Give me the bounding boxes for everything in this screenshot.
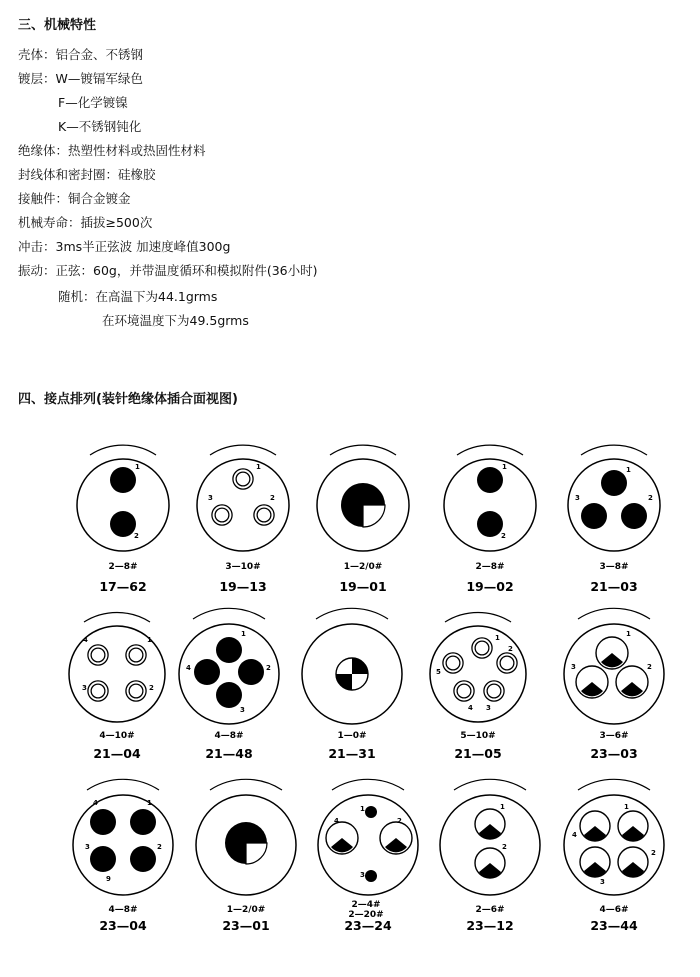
contact-spec: 2—4#	[351, 900, 381, 910]
diagram-23-44	[564, 779, 664, 933]
contact-pin	[130, 846, 156, 872]
arrangement-code: 23—24	[344, 918, 392, 933]
svg-text:1: 1	[500, 803, 505, 811]
svg-text:1: 1	[147, 636, 152, 644]
contact-pin	[110, 511, 136, 537]
contact-pin	[130, 809, 156, 835]
diagram-21-03	[568, 445, 660, 594]
contact-spec: 2—8#	[108, 562, 138, 572]
svg-text:3: 3	[240, 706, 245, 714]
arrangement-code: 19—01	[339, 579, 387, 594]
svg-text:2: 2	[134, 532, 139, 540]
arrangement-code: 21—48	[205, 746, 253, 761]
spec-line-shell: 壳体：铝合金、不锈钢	[18, 47, 144, 62]
svg-text:1: 1	[502, 463, 507, 471]
svg-text:3: 3	[571, 663, 576, 671]
contact-pin	[90, 846, 116, 872]
svg-text:1: 1	[135, 463, 140, 471]
spec-line-plating: 镀层：W—镀镉军绿色	[18, 71, 143, 86]
arrangement-code: 21—04	[93, 746, 141, 761]
contact-pin	[484, 681, 504, 701]
svg-text:1: 1	[495, 634, 500, 642]
arrangement-code: 23—03	[590, 746, 638, 761]
spec-line-plating-k: K—不锈钢钝化	[58, 119, 142, 134]
spec-line-shock: 冲击：3ms半正弦波 加速度峰值300g	[18, 239, 231, 254]
svg-text:2: 2	[266, 664, 271, 672]
svg-text:1: 1	[241, 630, 246, 638]
svg-text:9: 9	[106, 875, 111, 883]
contact-spec: 4—8#	[108, 905, 138, 915]
svg-text:4: 4	[93, 799, 98, 807]
contact-pin	[477, 467, 503, 493]
arrangement-code: 19—02	[466, 579, 514, 594]
svg-text:2: 2	[397, 817, 402, 825]
svg-text:1: 1	[626, 466, 631, 474]
svg-text:4: 4	[572, 831, 577, 839]
arrangement-code: 23—04	[99, 918, 147, 933]
contact-pin	[497, 653, 517, 673]
section-3-title: 三、机械特性	[18, 18, 97, 33]
arrangement-code: 17—62	[99, 579, 147, 594]
svg-text:2: 2	[648, 494, 653, 502]
contact-pin	[621, 503, 647, 529]
diagram-23-01	[196, 779, 296, 933]
contact-pin	[126, 645, 146, 665]
contact-spec: 4—10#	[99, 731, 135, 741]
svg-text:2: 2	[502, 843, 507, 851]
spec-line-seal: 封线体和密封圈：硅橡胶	[18, 167, 156, 182]
arrangement-code: 19—13	[219, 579, 267, 594]
diagram-19-13	[197, 445, 289, 594]
svg-text:1: 1	[147, 799, 152, 807]
contact-spec: 4—6#	[599, 905, 629, 915]
svg-text:2: 2	[651, 849, 656, 857]
arrangement-code: 21—05	[454, 746, 502, 761]
contact-spec: 5—10#	[460, 731, 496, 741]
svg-text:2: 2	[647, 663, 652, 671]
contact-pin	[254, 505, 274, 525]
spec-line-plating-f: F—化学镀镍	[58, 95, 128, 110]
contact-spec: 2—8#	[475, 562, 505, 572]
contact-pin	[216, 682, 242, 708]
diagram-23-12	[440, 779, 540, 933]
contact-pin	[212, 505, 232, 525]
diagram-21-04	[69, 612, 165, 761]
contact-spec: 3—8#	[599, 562, 629, 572]
diagram-17-62	[77, 445, 169, 594]
contact-spec: 1—2/0#	[343, 562, 383, 572]
svg-text:4: 4	[83, 636, 88, 644]
contact-pin	[472, 638, 492, 658]
contact-pin	[88, 645, 108, 665]
spec-line-vibration: 振动：正弦：60g，并带温度循环和模拟附件(36小时)	[18, 263, 318, 278]
contact-spec: 4—8#	[214, 731, 244, 741]
arrangement-code: 21—31	[328, 746, 376, 761]
arrangement-code: 23—44	[590, 918, 638, 933]
diagram-19-01	[317, 445, 409, 594]
svg-text:2: 2	[157, 843, 162, 851]
svg-text:4: 4	[468, 704, 473, 712]
diagram-21-31	[302, 608, 402, 761]
svg-text:2: 2	[149, 684, 154, 692]
arrangement-code: 23—01	[222, 918, 270, 933]
svg-text:3: 3	[82, 684, 87, 692]
contact-pin	[581, 503, 607, 529]
contact-pin	[601, 470, 627, 496]
svg-text:2: 2	[508, 645, 513, 653]
diagram-21-05	[430, 612, 526, 761]
contact-pin	[443, 653, 463, 673]
diagram-21-48	[179, 608, 279, 761]
svg-text:3: 3	[575, 494, 580, 502]
diagram-23-03	[564, 608, 664, 761]
spec-line-random-high: 随机：在高温下为44.1grms	[58, 289, 218, 304]
svg-text:3: 3	[360, 871, 365, 879]
contact-pin	[365, 870, 377, 882]
contact-pin	[90, 809, 116, 835]
contact-pin	[454, 681, 474, 701]
contact-pin	[88, 681, 108, 701]
svg-text:4: 4	[334, 817, 339, 825]
section-4-title: 四、接点排列(装针绝缘体插合面视图)	[18, 392, 238, 407]
svg-text:1: 1	[626, 630, 631, 638]
contact-spec-secondary: 2—20#	[348, 910, 384, 920]
svg-text:4: 4	[186, 664, 191, 672]
spec-line-life: 机械寿命：插拔≥500次	[18, 215, 153, 230]
svg-text:5: 5	[436, 668, 441, 676]
diagram-23-24	[318, 779, 418, 933]
contact-spec: 2—6#	[475, 905, 505, 915]
contact-pin	[477, 511, 503, 537]
contact-pin	[216, 637, 242, 663]
contact-pin	[110, 467, 136, 493]
svg-text:3: 3	[600, 878, 605, 886]
contact-spec: 1—2/0#	[226, 905, 266, 915]
contact-pin	[233, 469, 253, 489]
diagram-23-04	[73, 779, 173, 933]
arrangement-code: 23—12	[466, 918, 514, 933]
svg-text:3: 3	[486, 704, 491, 712]
diagram-19-02	[444, 445, 536, 594]
contact-pin	[238, 659, 264, 685]
contact-spec: 3—6#	[599, 731, 629, 741]
contact-spec: 1—0#	[337, 731, 367, 741]
svg-text:2: 2	[270, 494, 275, 502]
contact-pin	[194, 659, 220, 685]
contact-pin	[126, 681, 146, 701]
svg-text:3: 3	[208, 494, 213, 502]
svg-text:1: 1	[360, 805, 365, 813]
contact-pin	[365, 806, 377, 818]
svg-text:1: 1	[624, 803, 629, 811]
contact-spec: 3—10#	[225, 562, 261, 572]
spec-line-contacts: 接触件：铜合金镀金	[18, 191, 131, 206]
arrangement-code: 21—03	[590, 579, 638, 594]
spec-line-random-ambient: 在环境温度下为49.5grms	[102, 313, 249, 328]
svg-text:2: 2	[501, 532, 506, 540]
spec-line-insulator: 绝缘体：热塑性材料或热固性材料	[18, 143, 206, 158]
svg-text:3: 3	[85, 843, 90, 851]
svg-text:1: 1	[256, 463, 261, 471]
